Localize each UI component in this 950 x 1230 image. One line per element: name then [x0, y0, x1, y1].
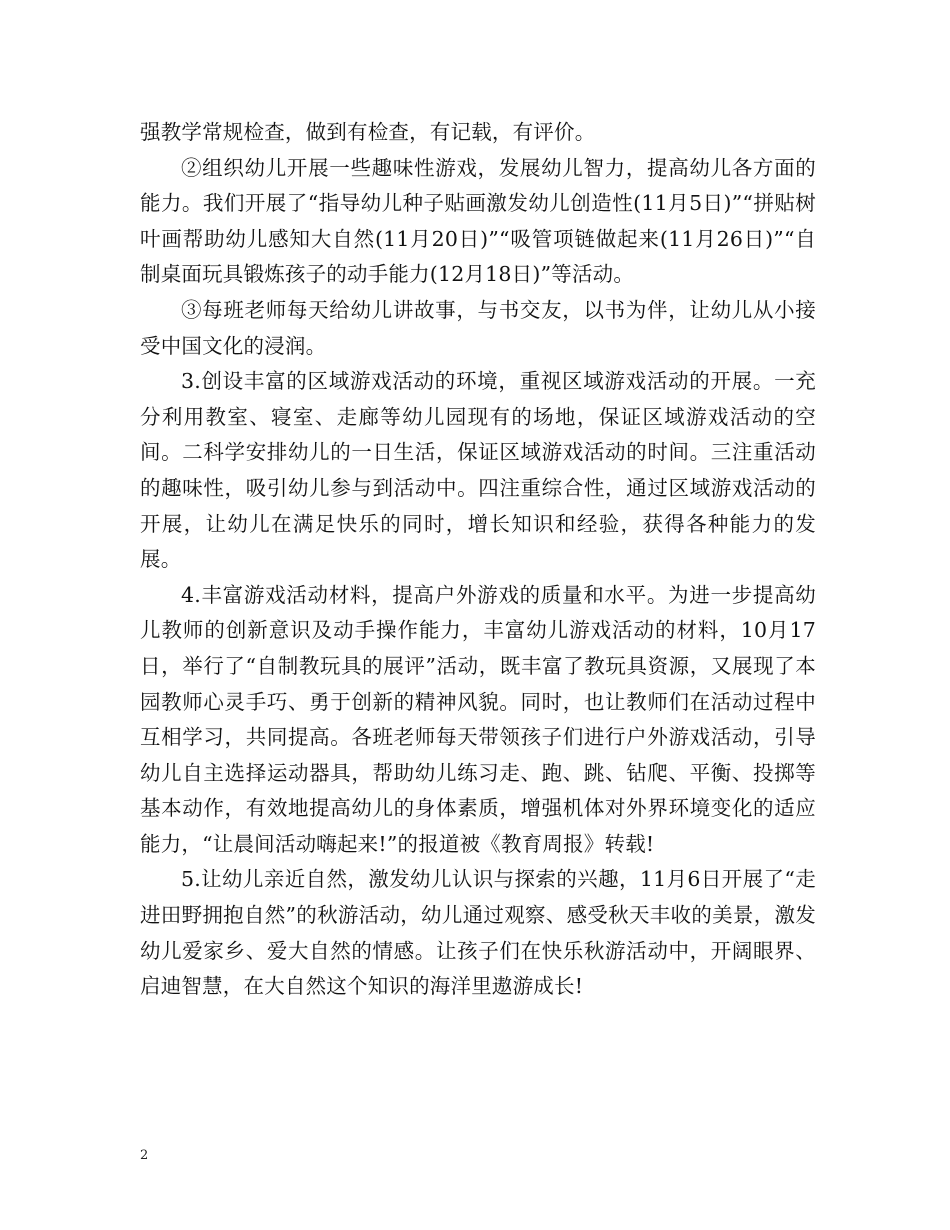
paragraph: 强教学常规检查，做到有检查，有记载，有评价。 [140, 120, 596, 144]
paragraph: 4.丰富游戏活动材料，提高户外游戏的质量和水平。为进一步提高幼儿教师的创新意识及动手操作能力，丰富幼儿游戏活动的材料，10月17日，举行了“自制教玩具的展评”活动，既丰富了教玩具资源，又展现了本园教师心灵手巧、勇于创新的精神风貌。同时，也让教师们在活动过程中互相学习，共同提高。各班老师每天带领孩子们进行户外游戏活动，引导幼儿自主选择运动器具，帮助幼儿练习走、跑、跳、钻爬、平衡、投掷等基本动作，有效地提高幼儿的身体素质，增强机体对外界环境变化的适应能力，“让晨间活动嗨起来!”的报道被《教育周报》转载! [140, 582, 816, 856]
paragraph: ②组织幼儿开展一些趣味性游戏，发展幼儿智力，提高幼儿各方面的能力。我们开展了“指导幼儿种子贴画激发幼儿创造性(11月5日)”“拼贴树叶画帮助幼儿感知大自然(11月20日)”“吸管项链做起来(11月26日)”“自制桌面玩具锻炼孩子的动手能力(12月18日)”等活动。 [140, 155, 816, 287]
page-number: 2 [140, 1148, 149, 1163]
document-body [140, 115, 816, 1005]
paragraph: 5.让幼儿亲近自然，激发幼儿认识与探索的兴趣，11月6日开展了“走进田野拥抱自然”的秋游活动，幼儿通过观察、感受秋天丰收的美景，激发幼儿爱家乡、爱大自然的情感。让孩子们在快乐秋游活动中，开阔眼界、启迪智慧，在大自然这个知识的海洋里遨游成长! [140, 867, 816, 999]
paragraph: ③每班老师每天给幼儿讲故事，与书交友，以书为伴，让幼儿从小接受中国文化的浸润。 [140, 297, 816, 358]
paragraph: 3.创设丰富的区域游戏活动的环境，重视区域游戏活动的开展。一充分利用教室、寝室、走廊等幼儿园现有的场地，保证区域游戏活动的空间。二科学安排幼儿的一日生活，保证区域游戏活动的时间。三注重活动的趣味性，吸引幼儿参与到活动中。四注重综合性，通过区域游戏活动的开展，让幼儿在满足快乐的同时，增长知识和经验，获得各种能力的发展。 [140, 369, 816, 572]
